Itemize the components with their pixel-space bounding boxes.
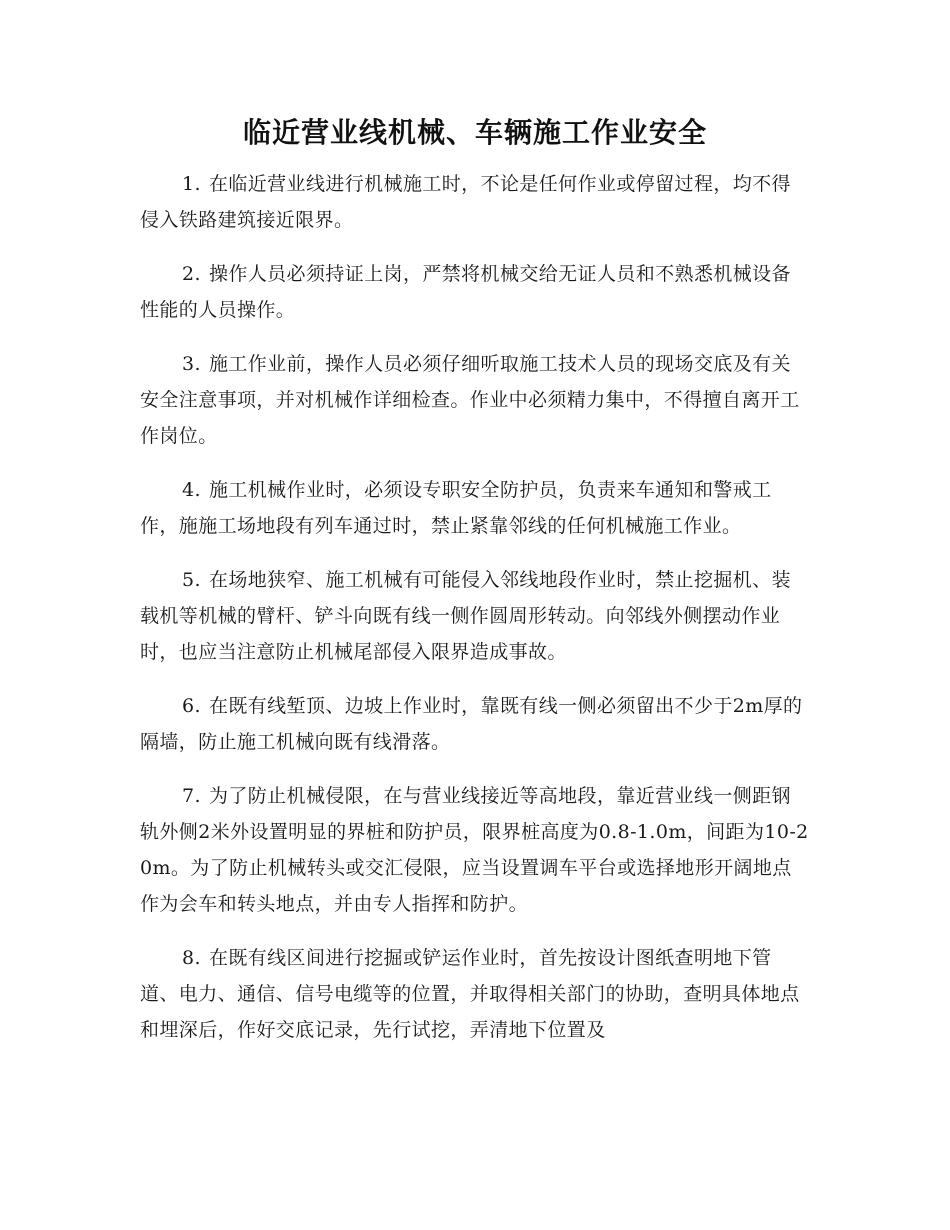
paragraph-number: 2. [182,263,201,285]
paragraph-number: 1. [182,173,201,195]
document-body [140,166,810,1066]
paragraph-1 [140,166,810,238]
paragraph-6 [140,688,810,760]
paragraph-number: 4. [182,479,201,501]
paragraph-text: 在场地狭窄、施工机械有可能侵入邻线地段作业时，禁止挖掘机、装载机等机械的臂杆、铲斗向既有线一侧作圆周形转动。向邻线外侧摆动作业时，也应当注意防止机械尾部侵入限界造成事故。 [140,569,791,663]
document-title: 临近营业线机械、车辆施工作业安全 [242,116,707,149]
paragraph-8 [140,940,810,1048]
paragraph-4 [140,472,810,544]
paragraph-number: 3. [182,353,201,375]
paragraph-text: 施工机械作业时，必须设专职安全防护员，负责来车通知和警戒工作，施施工场地段有列车通过时，禁止紧靠邻线的任何机械施工作业。 [140,479,772,537]
paragraph-number: 7. [182,785,201,807]
paragraph-text: 为了防止机械侵限，在与营业线接近等高地段，靠近营业线一侧距钢轨外侧2米外设置明显的界桩和防护员，限界桩高度为0.8-1.0m，间距为10-20m。为了防止机械转头或交汇侵限，应当设置调车平台或选择地形开阔地点作为会车和转头地点，并由专人指挥和防护。 [140,785,809,915]
paragraph-7 [140,778,810,922]
paragraph-number: 6. [182,695,201,717]
paragraph-3 [140,346,810,454]
paragraph-text: 操作人员必须持证上岗，严禁将机械交给无证人员和不熟悉机械设备性能的人员操作。 [140,263,791,321]
paragraph-text: 在既有线区间进行挖掘或铲运作业时，首先按设计图纸查明地下管道、电力、通信、信号电缆等的位置，并取得相关部门的协助，查明具体地点和埋深后，作好交底记录，先行试挖，弄清地下位置及 [140,947,800,1041]
paragraph-5 [140,562,810,670]
paragraph-2 [140,256,810,328]
paragraph-text: 在既有线堑顶、边坡上作业时，靠既有线一侧必须留出不少于2m厚的隔墙，防止施工机械向既有线滑落。 [140,695,803,753]
paragraph-text: 在临近营业线进行机械施工时，不论是任何作业或停留过程，均不得侵入铁路建筑接近限界。 [140,173,791,231]
paragraph-text: 施工作业前，操作人员必须仔细听取施工技术人员的现场交底及有关安全注意事项，并对机械作详细检查。作业中必须精力集中，不得擅自离开工作岗位。 [140,353,800,447]
paragraph-number: 8. [182,947,201,969]
paragraph-number: 5. [182,569,201,591]
